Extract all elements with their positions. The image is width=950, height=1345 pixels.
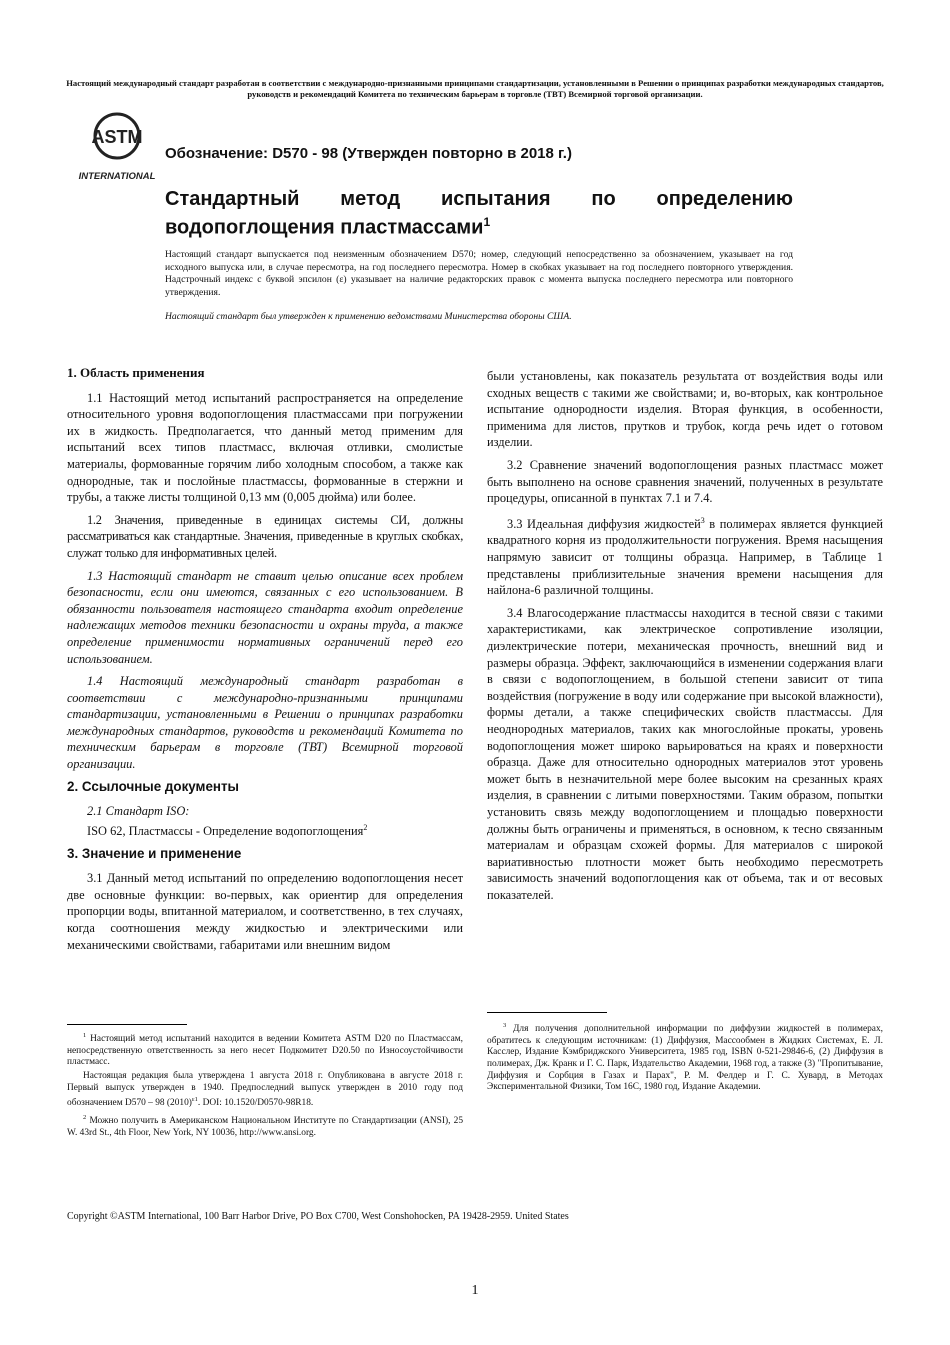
- paragraph: 1.4 Настоящий международный стандарт разработан в соответствии с международно-признанными принципами стандартизации, установленными в Решении о принципах разработки международных стандартов, руководств и рекомендаций Комитета по техническим барьерам в торговле (ТВТ) Всемирной торговой организации.: [67, 674, 463, 772]
- wto-notice: Настоящий международный стандарт разработан в соответствии с международно-признанными принципами стандартизации, установленными в Решении о принципах разработки международных стандартов, руководств и рекомендаций Комитета по техническим барьерам в торговле (ТВТ) Всемирной торговой организации.: [66, 78, 884, 99]
- copyright: Copyright ©ASTM International, 100 Barr Harbor Drive, PO Box C700, West Conshohocken, PA 19428-2959. United States: [67, 1211, 569, 1222]
- paragraph: ISO 62, Пластмассы - Определение водопоглощения$^2$: [87, 822, 368, 838]
- paragraph: 3.4 Влагосодержание пластмассы находится в тесной связи с такими характеристиками, как электрическое сопротивление изоляции, диэлектрические потери, механическая прочность, внешний вид и размеры образца. Эффект, заключающийся в изменении содержания влаги в связи с водопоглощением, в большой степени зависит от типа воздействия (погружение в воду или содержание при высокой влажности), формы детали, а также специфических свойств пластмассы. Для неоднородных материалов, таких как многослойные прокаты, уровень водопоглощения может широко варьироваться на краях и поверхности образца. Даже для относительно однородных материалов этот уровень может быть в незначительной мере более высоким на срезанных краях изделия, в сравнении с литыми поверхностями. Таким образом, попытки установить связь между водопоглощением и площадью поверхности должны быть ограничены и применяться, в основном, к тесно связанным материалам и образцам схожей формы. Для материалов с широкой вариативностью плотности может быть необходимо пересмотреть зависимость значений водопоглощения как от объема, так и от весовых показателей.: [487, 605, 883, 902]
- document-title: Стандартный метод испытания по определению водопоглощения пластмассами$^1$: [165, 188, 793, 239]
- section-heading: 2. Ссылочные документы: [67, 778, 239, 794]
- astm-logo: [74, 112, 160, 182]
- footnote: $^2$ Можно получить в Американском Национальном Институте по Стандартизации (ANSI), 25 W. 43rd St., 4th Floor, New York, NY 10036, http://www.ansi.org.: [67, 1113, 464, 1138]
- logo-text: ASTM: [91, 127, 143, 147]
- section-heading: 1. Область применения: [67, 365, 205, 380]
- footnotes-left: [67, 1030, 463, 1141]
- intro-paragraph: Настоящий стандарт выпускается под неизменным обозначением D570; номер, следующий непосредственно за обозначением, указывает на год исходного выпуска или, в случае пересмотра, на год последнего пересмотра. Номер в скобках указывает на год последнего повторного утверждения. Надстрочный индекс с буквой эпсилон (ε) указывает на наличие редакторских правок с момента выпуска последнего пересмотра или повторного утверждения.: [165, 249, 793, 298]
- footnote-rule: [67, 1024, 187, 1025]
- footnote: $^1$ Настоящий метод испытаний находится в ведении Комитета ASTM D20 по Пластмассам, непосредственную ответственность за него несет Подкомитет D20.50 по Износоустойчивости пластмасс.: [67, 1032, 464, 1068]
- right-column: [487, 368, 883, 910]
- paragraph: 1.2 Значения, приведенные в единицах системы СИ, должны рассматриваться как стандартные. Значения, приведенные в круглых скобках, служат только для информативных целей.: [67, 512, 463, 560]
- paragraph: были установлены, как показатель результата от воздействия воды или сходных веществ с такими же свойствами; и, во-вторых, как контрольное испытание однородности изделия. Вторая функция, в особенности, применима для листов, прутков и трубок, когда речь идет о готовом изделии.: [487, 369, 883, 450]
- designation: Обозначение: D570 - 98 (Утвержден повторно в 2018 г.): [165, 145, 572, 162]
- footnote: $^3$ Для получения дополнительной информации по диффузии жидкостей в полимерах, обратитесь к следующим источникам: (1) Диффузия, Массообмен в Жидких Системах, Е. Л. Касслер, Издание Кэмбриджского Университета, 1985 год, ISBN 0-521-29846-6, (2) Диффузия в полимерах, Дж. Кранк и Г. С. Парк, Издательство Академии, 1968 год, а также (3) "Пропитывание, Диффузия и Сорбция в Газах и Парах", Р. М. Фелдер и Г. С. Хувард, в Методах Экспериментальной Физики, Том 16С, 1980 год, Издание Академии.: [487, 1022, 883, 1093]
- section-heading: 3. Значение и применение: [67, 845, 242, 861]
- paragraph: 3.3 Идеальная диффузия жидкостей$^3$ в полимерах является функцией квадратного корня из продолжительности погружения. Время насыщения напрямую зависит от толщины образца. Например, в Таблице 1 представлены приблизительные значения времени насыщения для найлона-6 различной толщины.: [487, 515, 883, 598]
- paragraph: 1.3 Настоящий стандарт не ставит целью описание всех проблем безопасности, если они имеются, связанных с его использованием. В обязанности пользователя настоящего стандарта входит определение надлежащих методов техники безопасности и охраны труда, а также определение применимости нормативных ограничений перед его использованием.: [67, 568, 463, 666]
- astm-logo-icon: [74, 112, 160, 182]
- page-number: 1: [471, 1283, 479, 1298]
- footnote-rule: [487, 1012, 607, 1013]
- footnote: Настоящая редакция была утверждена 1 августа 2018 г. Опубликована в августе 2018 г. Первый выпуск утвержден в 1940. Предпоследний выпуск утвержден в 2010 году под обозначением D570 – 98 $(2010)^{\varepsilon 1}$. DOI: 10.1520/D0570-98R18.: [67, 1070, 463, 1109]
- title-footnote-ref: 1: [483, 215, 491, 229]
- paragraph: 2.1 Стандарт ISO:: [87, 804, 190, 819]
- paragraph: 3.1 Данный метод испытаний по определению водопоглощения несет две основные функции: во-первых, как ориентир для определения пропорции воды, впитанной материалом, и соответственно, в тех случаях, когда соотношения между жидкостью и электрическими или механическими свойствами, габаритами или внешним видом: [67, 871, 463, 952]
- dod-approval-note: Настоящий стандарт был утвержден к применению ведомствами Министерства обороны США.: [165, 311, 572, 322]
- logo-subtext: INTERNATIONAL: [78, 171, 156, 182]
- footnotes-right: [487, 1020, 883, 1096]
- paragraph: 1.1 Настоящий метод испытаний распространяется на определение относительного уровня водопоглощения пластмассами при погружении их в жидкость. Предполагается, что данный метод применим для испытаний всех типов пластмасс, включая отливки, смолистые материалы, формованные горячим либо холодным способом, а также как однородные, так и послойные пластмассы, формованные в стержни и трубы, а также листы толщиной 0,13 мм (0,005 дюйма) или более.: [67, 390, 463, 505]
- left-column: [67, 361, 463, 959]
- paragraph: 3.2 Сравнение значений водопоглощения разных пластмасс может быть выполнено на основе сравнения значений, полученных в результате процедуры, описанной в пунктах 7.1 и 7.4.: [487, 457, 883, 506]
